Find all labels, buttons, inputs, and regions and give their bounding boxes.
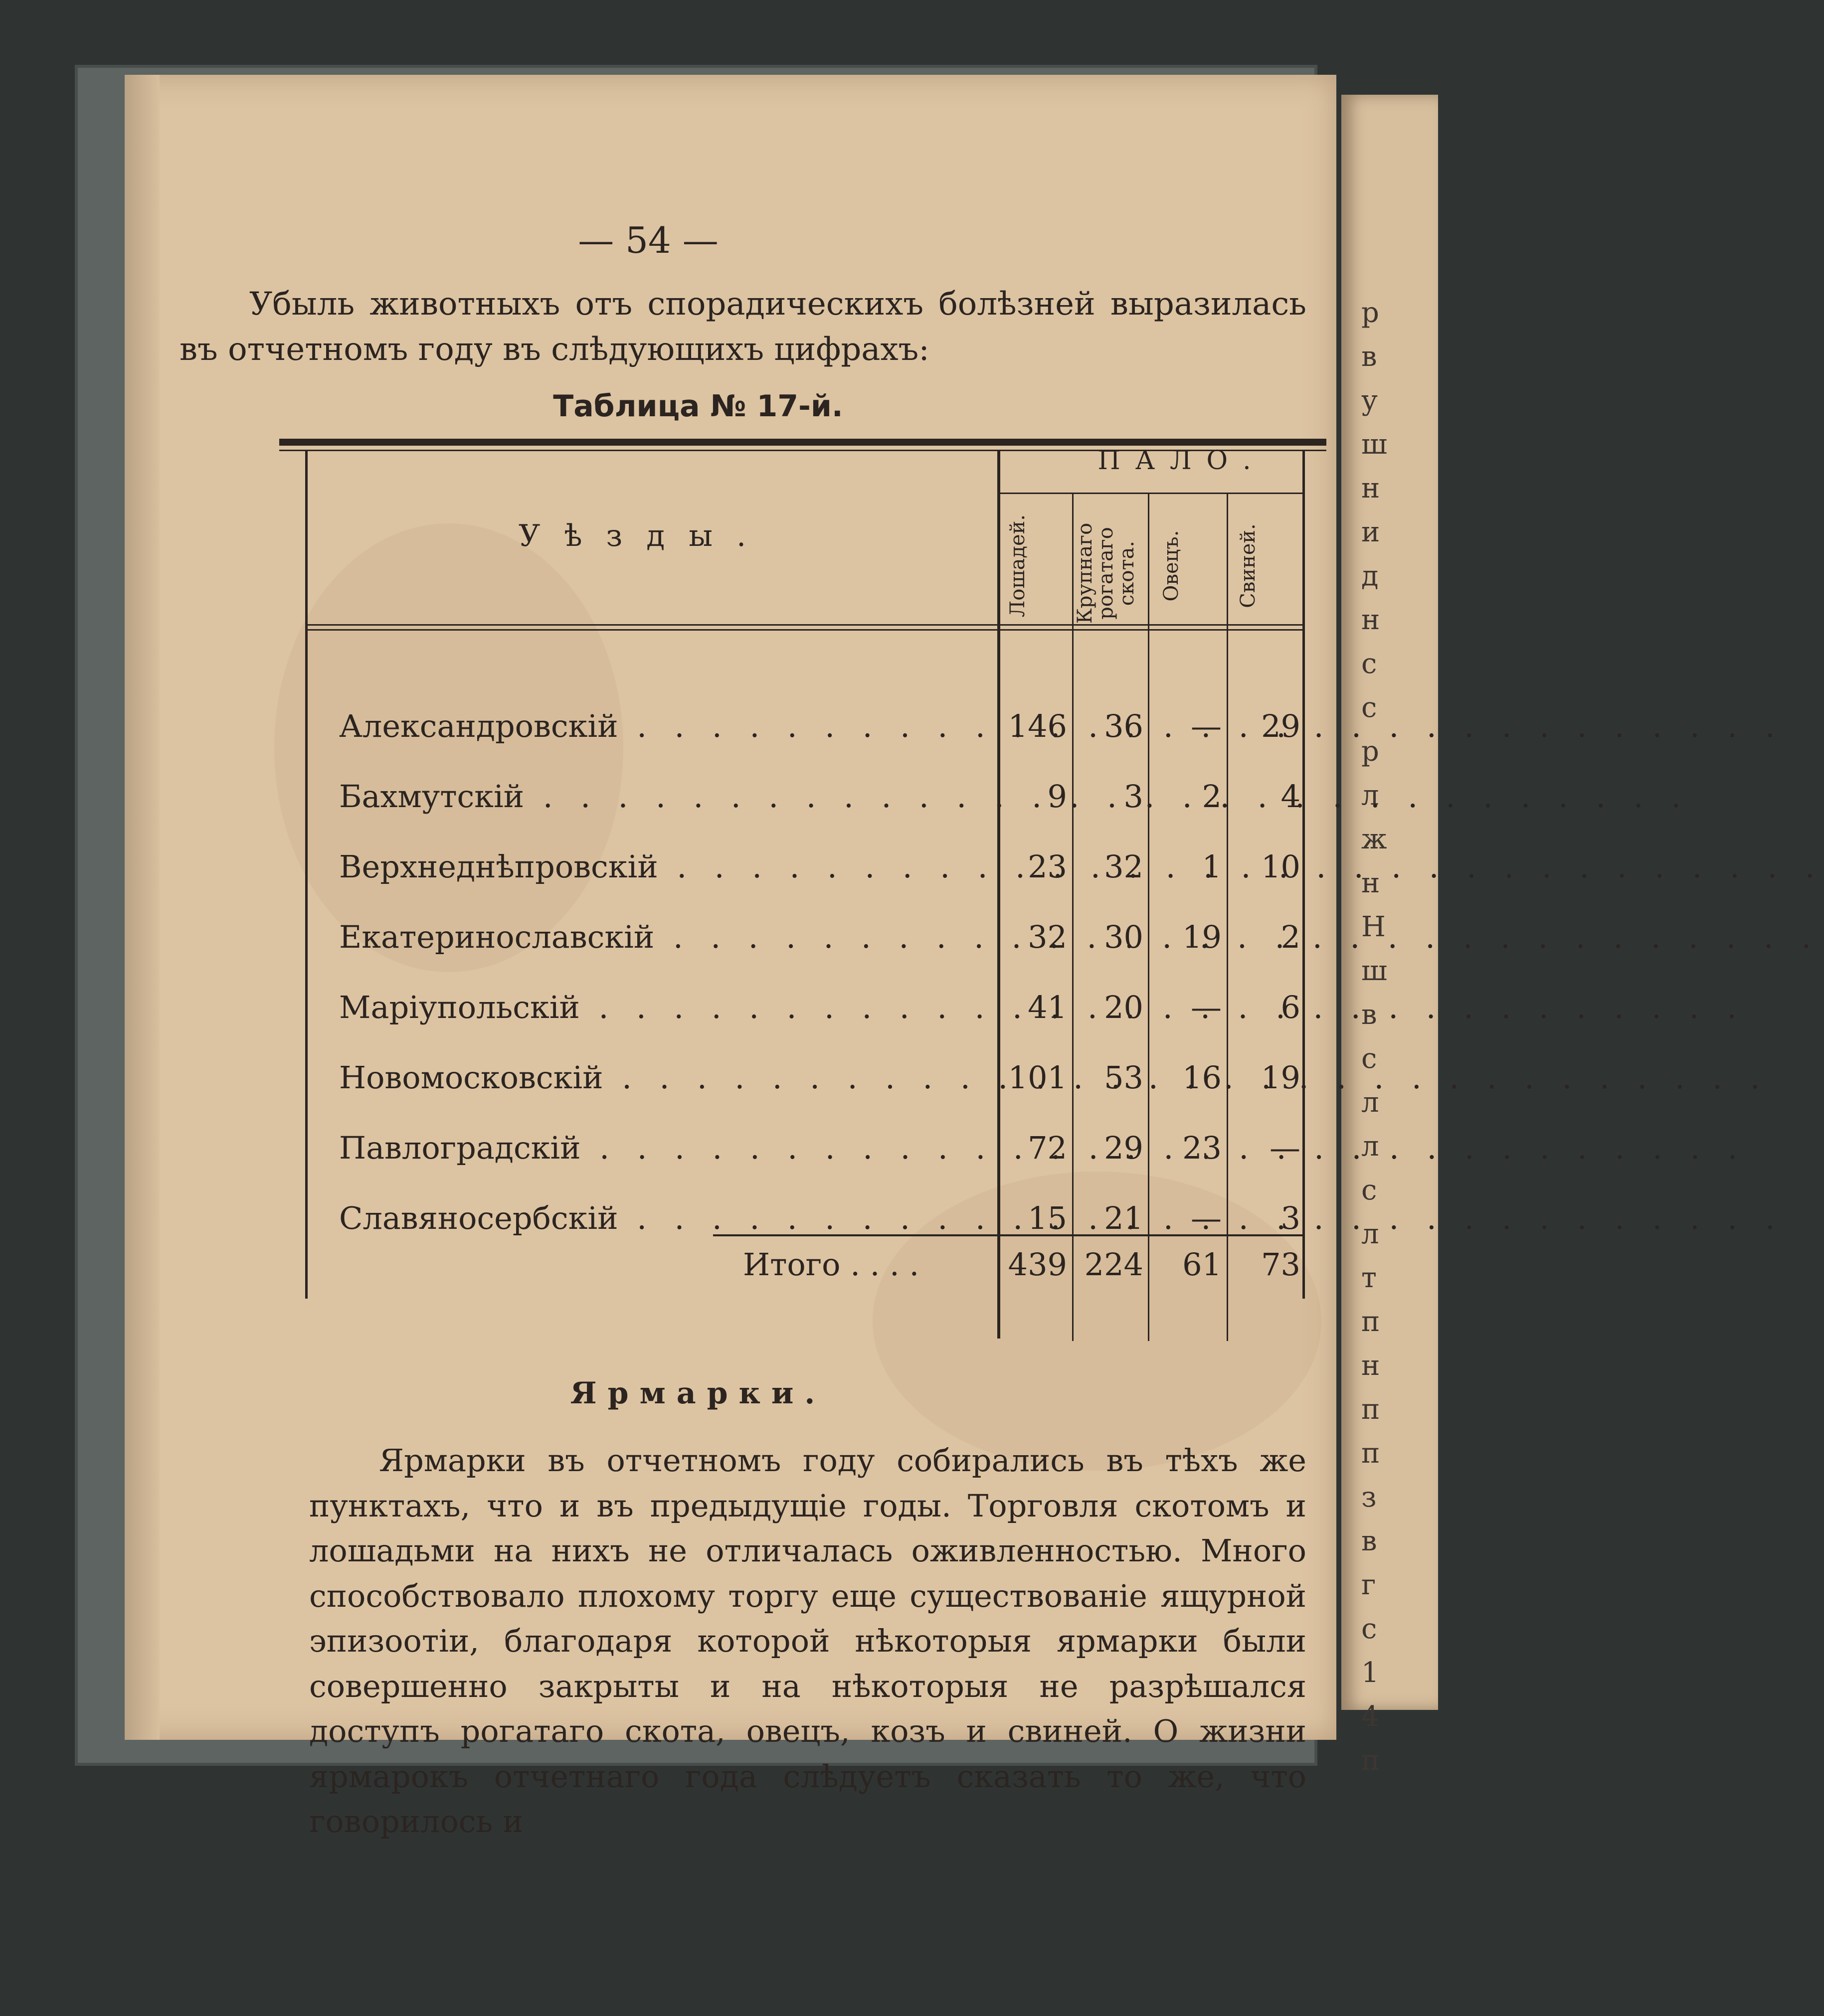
intro-paragraph: Убыль животныхъ отъ спорадическихъ болѣзней выразилась въ отчетномъ году въ слѣдующихъ цифрахъ:	[180, 286, 1306, 368]
cell-cattle: 3	[1123, 778, 1143, 815]
next-page-text-fragment: в	[1361, 1525, 1377, 1557]
cell-pigs: 4	[1280, 778, 1300, 815]
next-page-text-fragment: Н	[1361, 911, 1386, 943]
next-page-text-fragment: р	[1361, 735, 1379, 768]
district-name: Бахмутскій . . .	[339, 778, 987, 815]
table-row	[279, 1059, 1326, 1124]
cell-sheep: 23	[1182, 1130, 1222, 1166]
column-header-sheep: Овецъ.	[1160, 530, 1183, 602]
cell-cattle: 32	[1104, 848, 1143, 885]
cell-cattle: 53	[1104, 1059, 1143, 1096]
cell-cattle: 30	[1104, 919, 1143, 955]
table-row	[279, 848, 1326, 913]
next-page-text-fragment: г	[1361, 1569, 1376, 1601]
cell-pigs: 6	[1280, 989, 1300, 1025]
district-name: Маріупольскій . . .	[339, 989, 987, 1025]
next-page-edge	[1341, 95, 1438, 1777]
cell-horses: 101	[1008, 1059, 1067, 1096]
next-page-text-fragment: п	[1361, 1393, 1380, 1426]
cell-pigs: —	[1270, 1130, 1300, 1166]
cell-sheep: 16	[1182, 1059, 1222, 1096]
cell-sheep: 1	[1202, 848, 1222, 885]
next-page-text-fragment: д	[1361, 560, 1379, 592]
cell-horses: 72	[1028, 1130, 1067, 1166]
next-page-text-fragment: и	[1361, 516, 1380, 548]
total-sheep: 61	[1182, 1246, 1222, 1283]
cell-horses: 15	[1028, 1200, 1067, 1236]
cell-pigs: 19	[1261, 1059, 1300, 1096]
cell-sheep: 2	[1202, 778, 1222, 815]
next-page-text-fragment: с	[1361, 1174, 1377, 1206]
next-page-text-fragment: н	[1361, 604, 1380, 636]
next-page-text-fragment: л	[1361, 779, 1379, 812]
next-page-text-fragment: н	[1361, 472, 1380, 504]
next-page-text-fragment: ш	[1361, 955, 1388, 987]
column-header-cattle: Крупнаго рогатаго скота.	[1074, 522, 1138, 624]
page-edge-shadow	[125, 75, 160, 1740]
next-page-text-fragment: с	[1361, 691, 1377, 724]
group-header-died: ПАЛО.	[1097, 446, 1266, 476]
next-page-text-fragment: л	[1361, 1218, 1379, 1250]
mortality-table	[279, 439, 1326, 1356]
table-row	[279, 708, 1326, 773]
next-page-text-fragment: с	[1361, 1613, 1377, 1645]
next-page-text-fragment: п	[1361, 1437, 1380, 1470]
table-row	[279, 1130, 1326, 1194]
cell-pigs: 10	[1261, 848, 1300, 885]
next-page-text-fragment: н	[1361, 1349, 1380, 1382]
cell-cattle: 36	[1104, 708, 1143, 744]
next-page-text-fragment: н	[1361, 867, 1380, 899]
next-page-text-fragment: ш	[1361, 428, 1388, 461]
cell-horses: 146	[1008, 708, 1067, 744]
page-number: — 54 —	[578, 219, 719, 261]
total-pigs: 73	[1261, 1246, 1300, 1283]
table-row	[279, 919, 1326, 984]
cell-horses: 41	[1028, 989, 1067, 1025]
district-name: Екатеринославскій . . .	[339, 919, 987, 955]
total-horses: 439	[1008, 1246, 1067, 1283]
cell-horses: 32	[1028, 919, 1067, 955]
district-name: Верхнеднѣпровскій . . .	[339, 848, 987, 885]
next-page-text-fragment: р	[1361, 297, 1379, 329]
cell-sheep: 19	[1182, 919, 1222, 955]
cell-sheep: —	[1191, 1200, 1222, 1236]
section-title: Ярмарки.	[570, 1376, 826, 1411]
next-page-text-fragment: с	[1361, 1042, 1377, 1075]
table-row	[279, 778, 1326, 843]
cell-horses: 23	[1028, 848, 1067, 885]
next-page-text-fragment: п	[1361, 1306, 1380, 1338]
cell-sheep: —	[1191, 989, 1222, 1025]
next-page-text-fragment: п	[1361, 1744, 1380, 1777]
total-cattle: 224	[1084, 1246, 1143, 1283]
cell-pigs: 29	[1261, 708, 1300, 744]
cell-cattle: 20	[1104, 989, 1143, 1025]
cell-pigs: 2	[1280, 919, 1300, 955]
total-row	[279, 1246, 1326, 1311]
column-header-pigs: Свиней.	[1237, 523, 1260, 608]
next-page-text-fragment: з	[1361, 1481, 1377, 1513]
table-title: Таблица № 17-й.	[553, 389, 843, 424]
district-name: Славяносербскій . . .	[339, 1200, 987, 1236]
table-top-rule	[279, 439, 1326, 446]
next-page-text-fragment: л	[1361, 1130, 1379, 1163]
district-column-header: Уѣзды.	[519, 518, 770, 553]
next-page-text-fragment: с	[1361, 648, 1377, 680]
total-label: Итого . . . .	[743, 1246, 919, 1283]
cell-pigs: 3	[1280, 1200, 1300, 1236]
next-page-text-fragment: в	[1361, 340, 1377, 373]
header-bottom-rule-double	[305, 629, 1305, 631]
cell-sheep: —	[1191, 708, 1222, 744]
next-page-text-fragment: в	[1361, 999, 1377, 1031]
table-row	[279, 989, 1326, 1054]
next-page-text-fragment: 4	[1361, 1700, 1379, 1733]
header-bottom-rule	[305, 624, 1305, 626]
next-page-text-fragment: л	[1361, 1086, 1379, 1119]
cell-cattle: 21	[1104, 1200, 1143, 1236]
district-name: Павлоградскій . . .	[339, 1130, 987, 1166]
next-page-text-fragment: у	[1361, 384, 1378, 417]
district-name: Александровскій . . .	[339, 708, 987, 744]
cell-horses: 9	[1047, 778, 1067, 815]
next-page-text-fragment: т	[1361, 1262, 1377, 1294]
body-paragraph: Ярмарки въ отчетномъ году собирались въ тѣхъ же пунктахъ, что и въ предыдущіе годы. Торговля скотомъ и лошадьми на нихъ не отличалась оживленностью. Много способствовало плохому торгу еще существованіе ящурной эпизоотіи, благодаря которой нѣкоторыя ярмарки были совершенно закрыты и на нѣкоторыя не разрѣшался доступъ рогатаго скота, овецъ, козъ и свиней. О жизни ярмарокъ отчетнаго года слѣдуетъ сказать то же, что говорилось и	[309, 1442, 1306, 1840]
district-name: Новомосковскій . . .	[339, 1059, 987, 1096]
next-page-text-fragment: 1	[1361, 1657, 1379, 1689]
next-page-text-fragment: ж	[1361, 823, 1387, 855]
cell-cattle: 29	[1104, 1130, 1143, 1166]
column-header-horses: Лошадей.	[1006, 514, 1029, 618]
